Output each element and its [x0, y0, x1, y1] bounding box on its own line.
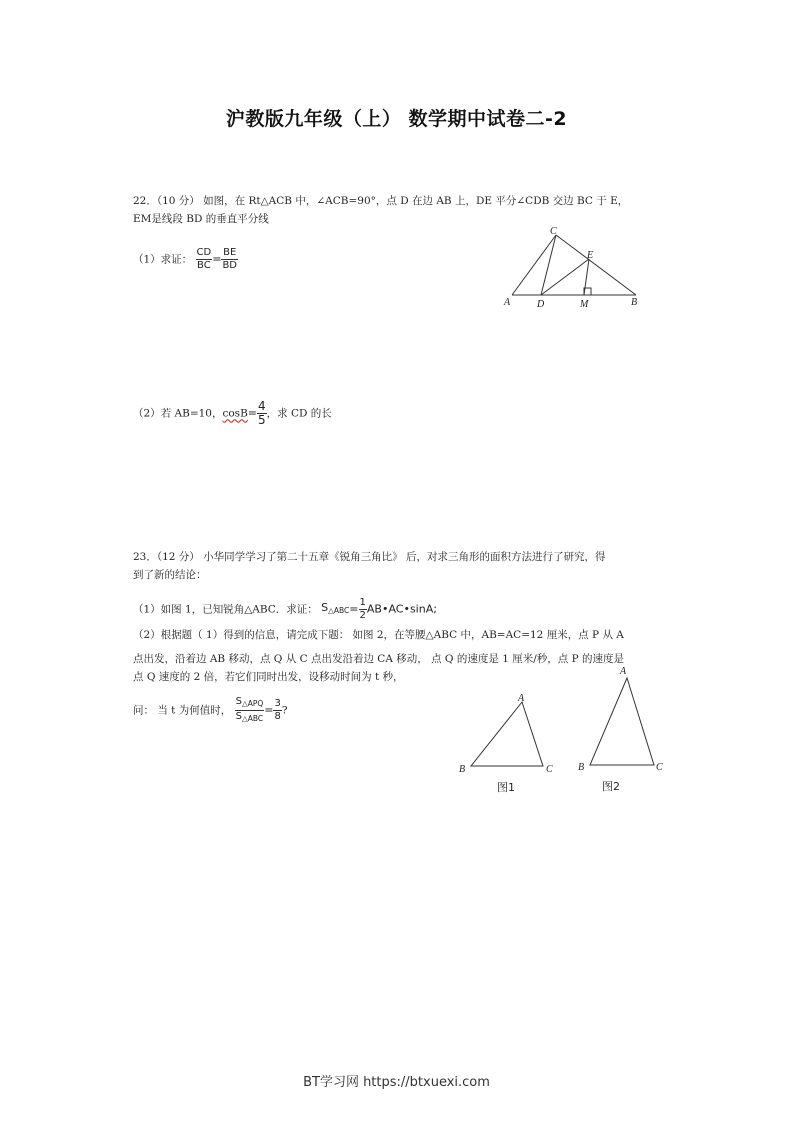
q23-part2-line2: 点出发，沿着边 AB 移动，点 Q 从 C 点出发沿着边 CA 移动， 点 Q 的速度是 1 厘米/秒，点 P 的速度是	[133, 653, 625, 665]
q23-figure-2	[572, 662, 682, 802]
label-c: C	[656, 762, 663, 773]
label-b: B	[459, 764, 466, 775]
q23-part2-line1: （2）根据题（ 1）得到的信息，请完成下题： 如图 2，在等腰△ABC 中，AB=AC=12 厘米，点 P 从 A	[133, 629, 624, 641]
label-c: C	[550, 226, 557, 237]
label-e: E	[587, 250, 594, 261]
fraction-denominator: BC	[197, 260, 211, 271]
q22-part2-suffix: ，求 CD 的长	[266, 407, 332, 420]
equals-sign: =	[247, 406, 258, 420]
q22-part2-prefix: （2）若 AB=10，	[133, 407, 223, 420]
segment-ac	[512, 235, 556, 295]
equals-sign: =	[349, 602, 359, 616]
q22-statement-line2: EM是线段 BD 的垂直平分线	[133, 213, 269, 225]
q22-part1	[133, 247, 238, 272]
fraction-numerator: BE	[223, 247, 237, 258]
q23-part1-prefix: （1）如图 1，已知锐角△ABC．求证：	[133, 603, 318, 616]
q22-fraction-cd-bc	[196, 247, 213, 272]
label-a: A	[620, 666, 627, 677]
segment-em	[584, 259, 589, 295]
q23-part2-line3: 点 Q 速度的 2 倍，若它们同时出发，设移动时间为 t 秒，	[133, 671, 404, 683]
fraction-denominator: $S_{\triangle ABC}$	[235, 711, 264, 723]
q23-part1	[133, 597, 437, 622]
label-b: B	[578, 762, 585, 773]
page-title: 沪教版九年级（上） 数学期中试卷二-2	[225, 108, 568, 130]
figure-caption: 图2	[602, 780, 620, 793]
cos-b: cosB	[222, 407, 248, 420]
q22-part2	[133, 400, 332, 427]
q23-figure-1	[455, 690, 565, 800]
label-m: M	[580, 299, 589, 310]
segment-cb	[556, 235, 636, 295]
fraction-numerator: 4	[258, 399, 266, 413]
equals-sign: =	[264, 703, 274, 717]
footer-source: BT学习网 https://btxuexi.com	[303, 1075, 490, 1090]
equals-sign: =	[212, 252, 222, 266]
q23-statement-line2: 到了新的结论：	[133, 569, 207, 581]
q22-part1-label: （1）求证：	[133, 253, 193, 266]
area-symbol: $S_{\triangle ABC}$	[321, 601, 350, 615]
label-d: D	[537, 299, 545, 310]
label-a: A	[518, 693, 525, 704]
fraction-denominator: 2	[359, 610, 366, 621]
fraction-denominator: BD	[222, 260, 237, 271]
label-c: C	[546, 764, 553, 775]
q23-question-prefix: 问： 当 t 为何值时，	[133, 704, 232, 717]
fraction-numerator: 3	[274, 698, 281, 709]
area-ratio-fraction	[235, 696, 265, 725]
fraction-denominator: 5	[258, 413, 266, 427]
fraction-numerator: CD	[196, 247, 212, 258]
fraction-denominator: 8	[274, 711, 281, 722]
fraction-numerator: $S_{\triangle APQ}$	[235, 696, 265, 711]
triangle-abc-fig2	[590, 678, 654, 765]
triangle-abc-fig1	[471, 702, 543, 766]
figure-caption: 图1	[497, 781, 515, 794]
fraction-four-fifths	[257, 400, 267, 427]
area-formula-tail: AB•AC•sinA;	[366, 602, 437, 616]
fraction-one-half	[359, 597, 367, 622]
fraction-numerator: 1	[359, 597, 366, 608]
q22-statement-line1: 22．（10 分） 如图，在 Rt△ACB 中，∠ACB=90°，点 D 在边 AB 上，DE 平分∠CDB 交边 BC 于 E，	[133, 195, 629, 207]
label-b: B	[631, 297, 638, 308]
q23-question	[133, 696, 288, 725]
q22-fraction-be-bd	[221, 247, 238, 272]
question-mark: ?	[281, 704, 288, 717]
fraction-three-eighths	[273, 698, 281, 723]
q23-statement-line1: 23．（12 分） 小华同学学习了第二十五章《锐角三角比》 后，对求三角形的面积方法进行了研究，得	[133, 551, 606, 563]
q22-figure	[500, 222, 650, 312]
label-a: A	[504, 297, 511, 308]
